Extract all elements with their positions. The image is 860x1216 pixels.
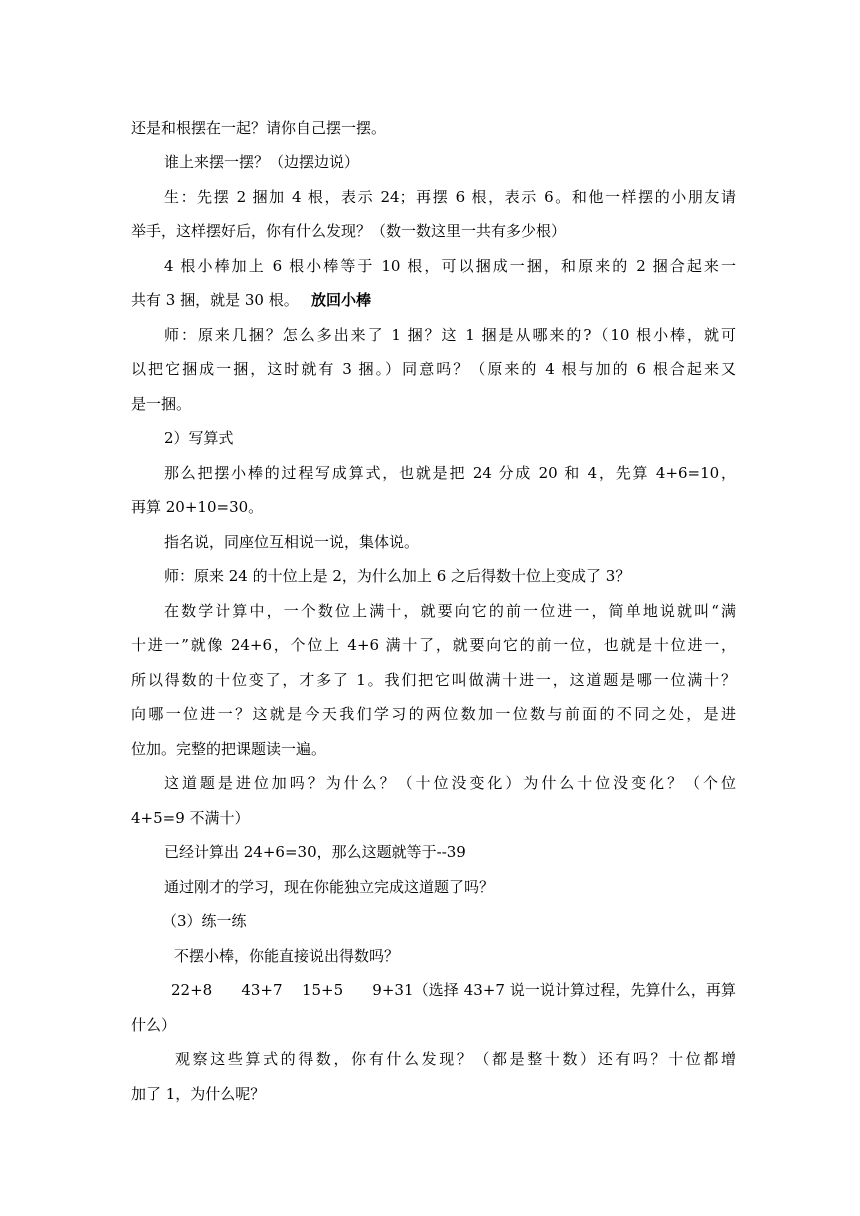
text-line: 什么） — [131, 1016, 177, 1034]
text-line: 位加。完整的把课题读一遍。 — [131, 740, 327, 758]
text-line: 十进一”就像 24+6，个位上 4+6 满十了，就要向它的前一位，也就是十位进一， — [131, 636, 736, 654]
text-line: 再算 20+10=30。 — [131, 498, 264, 516]
text-line: 是一捆。 — [131, 395, 192, 413]
text-line: 在数学计算中，一个数位上满十，就要向它的前一位进一，简单地说就叫“满 — [164, 602, 736, 620]
text-line: 生：先摆 2 捆加 4 根，表示 24；再摆 6 根，表示 6。和他一样摆的小朋友请 — [164, 188, 736, 206]
text-line: 不摆小棒，你能直接说出得数吗？ — [174, 947, 400, 965]
text-line: 指名说，同座位互相说一说，集体说。 — [164, 533, 420, 551]
practice-line: 22+8 43+7 15+5 9+31（选择 43+7 说一说计算过程，先算什么，再算 — [171, 981, 736, 999]
bold-instruction: 放回小棒 — [311, 291, 372, 309]
text-line: 师：原来几捆？怎么多出来了 1 捆？这 1 捆是从哪来的?（10 根小棒，就可 — [164, 326, 736, 344]
text-line: 所以得数的十位变了，才多了 1。我们把它叫做满十进一，这道题是哪一位满十？ — [131, 671, 736, 689]
text-line: 4 根小棒加上 6 根小棒等于 10 根，可以捆成一捆，和原来的 2 捆合起来一 — [164, 257, 736, 275]
text-line: 谁上来摆一摆？（边摆边说） — [164, 153, 360, 171]
text-line: 这道题是进位加吗？为什么？（十位没变化）为什么十位没变化？（个位 — [164, 774, 736, 792]
text-line: 向哪一位进一？这就是今天我们学习的两位数加一位数与前面的不同之处，是进 — [131, 705, 736, 723]
text-line: 共有 3 捆，就是 30 根。 — [131, 291, 299, 309]
text-line: 观察这些算式的得数，你有什么发现？（都是整十数）还有吗？十位都增 — [175, 1050, 736, 1068]
text-line: 以把它捆成一捆，这时就有 3 捆。）同意吗？（原来的 4 根与加的 6 根合起来又 — [131, 360, 736, 378]
text-line: 加了 1，为什么呢？ — [131, 1085, 266, 1103]
text-line: 举手，这样摆好后，你有什么发现？（数一数这里一共有多少根） — [131, 222, 567, 240]
text-line: 已经计算出 24+6=30，那么这题就等于--39 — [164, 843, 466, 861]
text-line: 4+5=9 不满十） — [131, 809, 250, 827]
text-line: 师：原来 24 的十位上是 2，为什么加上 6 之后得数十位上变成了 3？ — [164, 567, 631, 585]
section-heading: 2）写算式 — [164, 429, 234, 447]
text-line: 还是和根摆在一起？请你自己摆一摆。 — [131, 119, 387, 137]
text-line: 那么把摆小棒的过程写成算式，也就是把 24 分成 20 和 4，先算 4+6=10， — [164, 464, 736, 482]
text-line: 通过刚才的学习，现在你能独立完成这道题了吗？ — [164, 878, 495, 896]
section-heading: （3）练一练 — [162, 912, 247, 930]
